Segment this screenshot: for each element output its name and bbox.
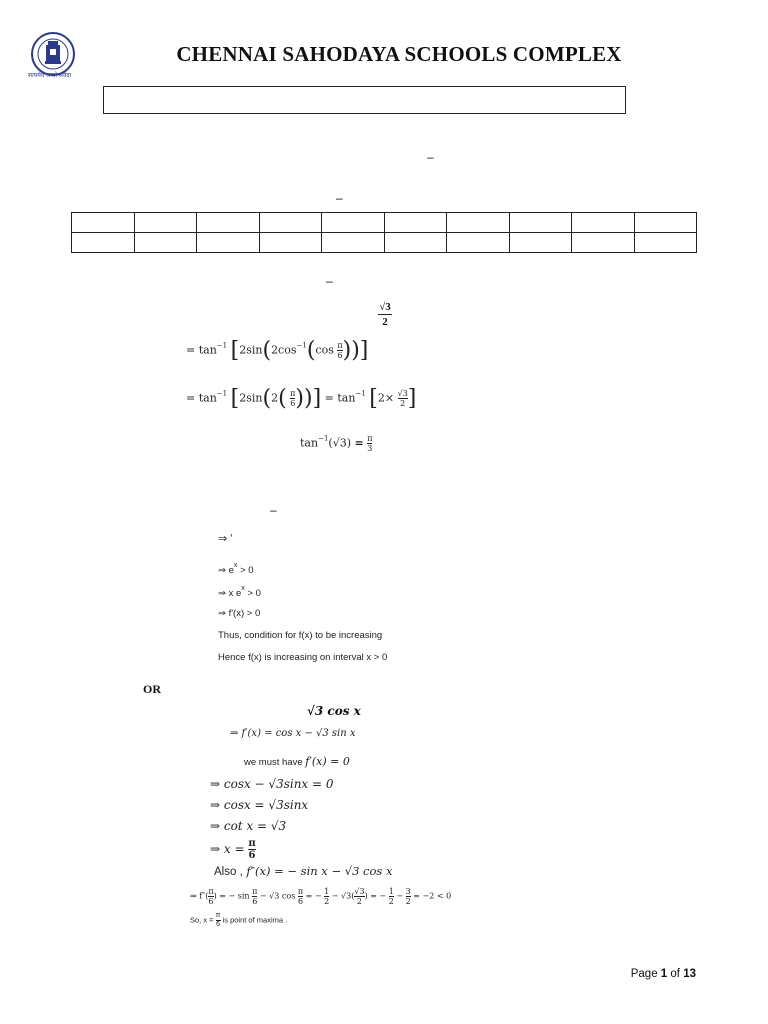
left-bracket: [ — [230, 386, 240, 411]
step-s3: ⇒ cot x = √3 — [210, 819, 287, 833]
left-bracket: [ — [369, 386, 378, 411]
three-digit: 3 — [367, 444, 373, 453]
fraction-numerator: √3 — [379, 301, 391, 313]
grid-cell — [572, 213, 635, 233]
pi-over-three — [367, 434, 372, 453]
six-digit: 6 — [248, 850, 256, 861]
two-digit: 2 — [324, 897, 330, 906]
step-text: ⇒ x e — [218, 588, 242, 599]
eval-tail: = −2 < 0 — [410, 891, 452, 901]
left-paren: ( — [262, 386, 272, 411]
inverse-sup: −1 — [355, 389, 366, 398]
pi-symbol: π — [215, 912, 221, 919]
grid-cell — [447, 233, 510, 253]
grid-cell — [572, 233, 635, 253]
pi-symbol: π — [248, 838, 256, 849]
eval-part: − — [393, 891, 404, 901]
root3-argument: (√3) — [328, 436, 351, 450]
grid-row — [72, 213, 697, 233]
page-word: Page — [630, 968, 658, 980]
given-expression: √3 cos x — [307, 704, 361, 718]
dash-mark-1: – — [427, 150, 434, 164]
increasing-step-2 — [218, 585, 261, 599]
grid-cell — [384, 233, 447, 253]
two-digit: 2 — [271, 391, 279, 405]
left-paren: ( — [306, 338, 316, 363]
six-digit: 6 — [208, 897, 214, 906]
increasing-step-5: Hence f(x) is increasing on interval x > 0 — [218, 652, 388, 663]
right-parens: ))] — [342, 338, 369, 363]
two-digit: 2 — [354, 896, 364, 906]
pi-symbol: π — [297, 887, 304, 896]
second-derivative: f″(x) = − sin x − √3 cos x — [246, 864, 393, 878]
question-fraction — [378, 301, 392, 328]
maxima-text: is point of maxima . — [220, 915, 288, 925]
grid-cell — [197, 233, 260, 253]
grid-cell — [509, 233, 572, 253]
equals-sign: = — [186, 391, 196, 405]
grid-cell — [509, 213, 572, 233]
grid-cell — [447, 213, 510, 233]
so-text: So, x = — [190, 915, 214, 925]
grid-cell — [134, 213, 197, 233]
two-times-text: 2× — [377, 391, 395, 405]
inverse-sup: −1 — [216, 341, 228, 350]
two-sin-text: 2sin — [239, 391, 263, 405]
exponent: x — [241, 585, 245, 592]
maxima-conclusion — [190, 912, 287, 929]
grid-cell — [259, 233, 322, 253]
x-equals: ⇒ x = — [210, 842, 245, 856]
grid-cell — [634, 233, 697, 253]
two-digit: 2 — [398, 398, 408, 408]
one-digit: 1 — [388, 887, 394, 896]
must-have-line — [244, 755, 350, 768]
six-digit: 6 — [337, 351, 343, 360]
inverse-sup: −1 — [216, 389, 228, 398]
root3-text: √3 — [397, 389, 408, 398]
pi-symbol: π — [290, 389, 296, 398]
grid-cell — [134, 233, 197, 253]
step-s4 — [210, 838, 256, 861]
page-number — [631, 968, 696, 980]
three-digit: 3 — [405, 887, 411, 896]
six-digit: 6 — [216, 921, 221, 928]
of-word: of — [670, 968, 680, 980]
page-title: CHENNAI SAHODAYA SCHOOLS COMPLEX — [176, 42, 622, 66]
one-digit: 1 — [324, 887, 330, 896]
step-text: ⇒ e — [218, 565, 234, 576]
root3-over-two — [354, 887, 364, 906]
step-tail: > 0 — [244, 588, 261, 599]
must-equation: f′(x) = 0 — [305, 755, 350, 768]
grid-cell — [322, 233, 385, 253]
increasing-step-1 — [218, 562, 254, 576]
evaluation-line: ⇒ f″( $\frac{\pi}{6}$ ) = − sin $\frac{\pi}{6}$ − √3 cos $\frac{\pi}{6}$ = − $\frac{1}{2}$ − √3( $\frac{√3}{2}$ ) = − $\frac{1}{2}$ − $\frac{3}{2}$ = −2 < 0 — [190, 887, 452, 906]
left-paren: ( — [278, 386, 287, 411]
six-digit: 6 — [290, 399, 296, 408]
tan-text: tan — [198, 343, 217, 357]
grid-cell — [384, 213, 447, 233]
grid-cell — [72, 213, 135, 233]
equals-sign: = — [324, 391, 334, 405]
left-bracket: [ — [230, 338, 240, 363]
eval-part: = − — [367, 891, 387, 901]
eval-lhs: ⇒ f″ — [190, 891, 206, 901]
total-pages: 13 — [683, 968, 696, 980]
pi-over-six — [248, 838, 255, 861]
header-box — [103, 86, 626, 114]
inverse-sup: −1 — [318, 434, 329, 443]
increasing-step-4: Thus, condition for f(x) to be increasing — [218, 630, 383, 641]
solution-step-1 — [186, 338, 368, 363]
pi-symbol: π — [337, 341, 343, 350]
root3-text: √3 — [354, 887, 365, 896]
also-text: Also , — [214, 866, 243, 878]
increasing-step-3: ⇒ f'(x) > 0 — [218, 608, 261, 619]
dash-mark-4: – — [270, 503, 277, 517]
pi-symbol: π — [252, 887, 258, 896]
grid-row — [72, 233, 697, 253]
right-parens: ))] — [295, 386, 322, 411]
solution-result — [300, 434, 372, 453]
tan-text: tan — [300, 436, 319, 450]
eval-part: − √3 — [329, 891, 352, 901]
right-bracket: ] — [407, 386, 417, 411]
answer-grid — [71, 212, 697, 253]
grid-cell — [197, 213, 260, 233]
equals-sign: = — [186, 343, 196, 357]
fraction-bar — [378, 314, 392, 315]
eval-part: = − — [303, 891, 322, 901]
six-digit: 6 — [252, 897, 258, 906]
logo-motto: सत्यमेव जयते सर्वदा — [28, 73, 72, 79]
fraction-denominator: 2 — [382, 316, 388, 328]
two-digit: 2 — [405, 897, 411, 906]
step-s1: ⇒ cosx − √3sinx = 0 — [210, 777, 334, 791]
dash-mark-3: – — [326, 274, 333, 288]
grid-cell — [259, 213, 322, 233]
eval-part: = − sin — [216, 891, 250, 901]
solution-step-2 — [186, 386, 416, 411]
eval-part: − √3 cos — [257, 891, 296, 901]
implies-prime: ⇒ ʹ — [218, 533, 233, 545]
tan-text: tan — [198, 391, 217, 405]
left-paren: ( — [262, 338, 272, 363]
grid-cell — [634, 213, 697, 233]
step-tail: > 0 — [237, 565, 254, 576]
pi-symbol: π — [208, 887, 214, 896]
two-digit: 2 — [388, 897, 394, 906]
current-page: 1 — [660, 968, 668, 980]
grid-cell — [72, 233, 135, 253]
grid-cell — [322, 213, 385, 233]
pi-symbol: π — [367, 434, 373, 443]
second-derivative-line — [214, 864, 392, 878]
dash-mark-2: – — [336, 191, 343, 205]
pi-over-six — [208, 887, 213, 906]
equals-sign: = — [354, 436, 364, 450]
two-sin-text: 2sin — [239, 343, 263, 357]
inverse-sup: −1 — [296, 341, 307, 350]
cos-text: cos — [315, 343, 334, 357]
two-cos-text: 2cos — [271, 343, 297, 357]
root3-over-two — [398, 389, 408, 408]
derivative-line: ⇒ f′(x) = cos x − √3 sin x — [230, 728, 356, 739]
must-text: we must have — [244, 757, 303, 768]
six-digit: 6 — [297, 897, 304, 906]
tan-text: tan — [337, 391, 356, 405]
exponent: x — [233, 562, 238, 569]
step-s2: ⇒ cosx = √3sinx — [210, 798, 309, 812]
or-label: OR — [143, 682, 161, 696]
